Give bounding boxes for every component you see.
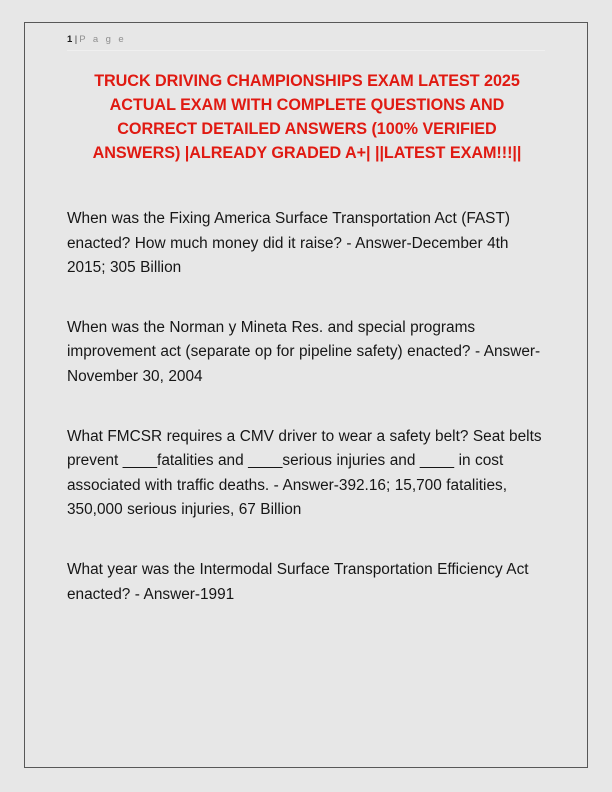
qa-item: What FMCSR requires a CMV driver to wear a safety belt? Seat belts prevent ____fatalities and ____serious injuries and ____ in cost associated with traffic deaths. - Answer-392.16; 15,700 fatalities, 350,000 serious injuries, 67 Billion <box>67 427 542 519</box>
qa-item: When was the Fixing America Surface Transportation Act (FAST) enacted? How much money did it raise? - Answer-December 4th 2015; 305 Billion <box>67 210 510 277</box>
document-body <box>25 69 587 607</box>
document-title: TRUCK DRIVING CHAMPIONSHIPS EXAM LATEST 2025 ACTUAL EXAM WITH COMPLETE QUESTIONS AND CORRECT DETAILED ANSWERS (100% VERIFIED ANSWERS) |ALREADY GRADED A+| ||LATEST EXAM!!!|| <box>92 72 522 162</box>
document-page <box>24 22 588 768</box>
page-number: 1 <box>67 34 73 45</box>
qa-list <box>67 207 547 607</box>
page-header-separator: | <box>74 34 78 45</box>
page-header-label: P a g e <box>79 34 126 45</box>
page-header-text <box>67 33 545 46</box>
qa-item: When was the Norman y Mineta Res. and special programs improvement act (separate op for pipeline safety) enacted? - Answer-November 30, 2004 <box>67 318 541 385</box>
qa-item: What year was the Intermodal Surface Transportation Efficiency Act enacted? - Answer-1991 <box>67 560 529 603</box>
header-divider <box>67 50 545 51</box>
page-header <box>25 23 587 55</box>
